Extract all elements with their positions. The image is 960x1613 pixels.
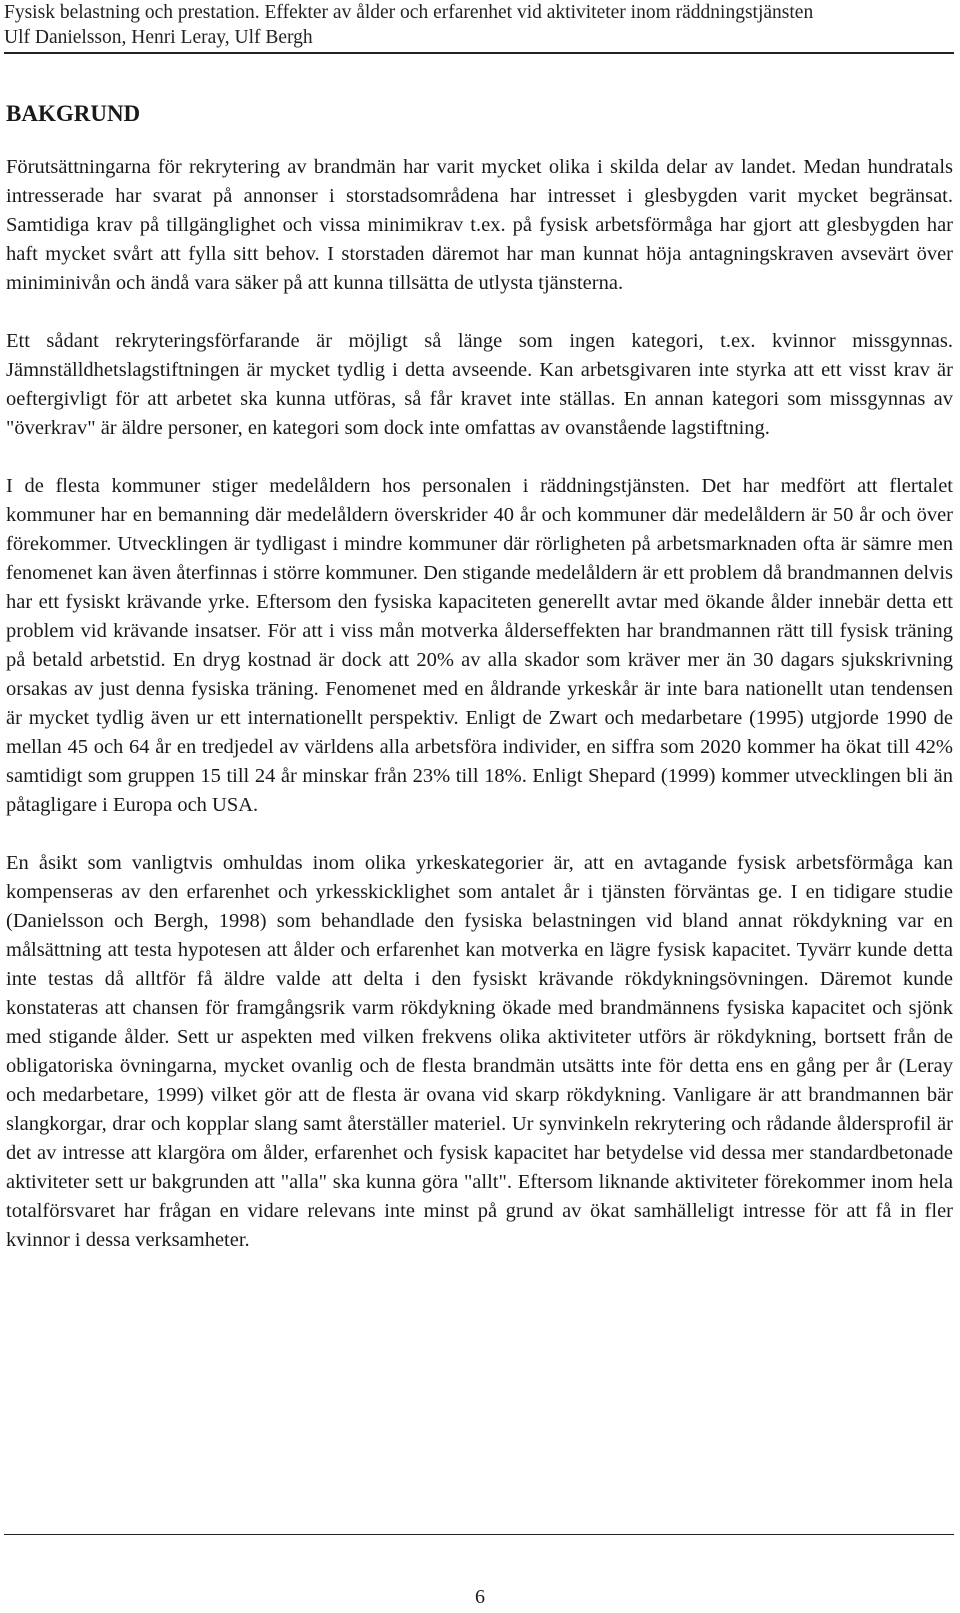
running-header xyxy=(4,0,954,54)
paragraph-recruitment: Förutsättningarna för rekrytering av brandmän har varit mycket olika i skilda delar av landet. Medan hundratals intresserade har svarat på annonser i storstadsområdena har intresset i glesbygden varit mycket begränsat. Samtidiga krav på tillgänglighet och vissa minimikrav t.ex. på fysisk arbetsförmåga har gjort att glesbygden har haft mycket svårt att fylla sitt behov. I storstaden däremot har man kunnat höja antagningskraven avsevärt över miniminivån och ändå vara säker på att kunna tillsätta de utlysta tjänsterna. xyxy=(6,156,953,294)
paragraph-age-trend: I de flesta kommuner stiger medelåldern hos personalen i räddningstjänsten. Det har medfört att flertalet kommuner har en bemanning där medelåldern överskrider 40 år och kommuner där medelåldern är 50 år och över förekommer. Utvecklingen är tydligast i mindre kommuner där rörligheten på arbetsmarknaden ofta är sämre men fenomenet kan även återfinnas i större kommuner. Den stigande medelåldern är ett problem då brandmannen delvis har ett fysiskt krävande yrke. Eftersom den fysiska kapaciteten generellt avtar med ökande ålder innebär detta ett problem vid krävande insatser. För att i viss mån motverka ålderseffekten har brandmannen rätt till fysisk träning på betald arbetstid. En dryg kostnad är dock att 20% av alla skador som kräver mer än 30 dagars sjukskrivning orsakas av just denna fysiska träning. Fenomenet med en åldrande yrkeskår är inte bara nationellt utan tendensen är mycket tydlig även ur ett internationellt perspektiv. Enligt de Zwart och medarbetare (1995) utgjorde 1990 de mellan 45 och 64 år en tredjedel av världens alla arbetsföra individer, en siffra som 2020 kommer ha ökat till 42% samtidigt som gruppen 15 till 24 år minskar från 23% till 18%. Enligt Shepard (1999) kommer utvecklingen bli än påtagligare i Europa och USA. xyxy=(6,475,953,816)
paragraph-experience: En åsikt som vanligtvis omhuldas inom olika yrkeskategorier är, att en avtagande fysisk arbetsförmåga kan kompenseras av den erfarenhet och yrkesskicklighet som antalet år i tjänsten förväntas ge. I en tidigare studie (Danielsson och Bergh, 1998) som behandlade den fysiska belastningen vid bland annat rökdykning var en målsättning att testa hypotesen att ålder och erfarenhet kan motverka en lägre fysisk kapacitet. Tyvärr kunde detta inte testas då alltför få äldre valde att delta i den fysiskt krävande rökdykningsövningen. Däremot kunde konstateras att chansen för framgångsrik varm rökdykning ökade med brandmännens fysiska kapacitet och sjönk med stigande ålder. Sett ur aspekten med vilken frekvens olika aktiviteter utförs är rökdykning, bortsett från de obligatoriska övningarna, mycket ovanlig och de flesta brandmän utsätts inte för detta ens en gång per år (Leray och medarbetare, 1999) vilket gör att de flesta är ovana vid skarp rökdykning. Vanligare är att brandmannen bär slangkorgar, drar och kopplar slang samt återställer materiel. Ur synvinkeln rekrytering och rådande åldersprofil är det av intresse att klargöra om ålder, erfarenhet och fysisk kapacitet har betydelse vid dessa mer standardbetonade aktiviteter sett ur bakgrunden att "alla" ska kunna göra "allt". Eftersom liknande aktiviteter förekommer inom hela totalförsvaret har frågan en vidare relevans inte minst på grund av ökat samhälleligt intresse för att få in fler kvinnor i dessa verksamheter. xyxy=(6,852,953,1251)
page-number: 6 xyxy=(475,1586,485,1608)
section-heading: BAKGRUND xyxy=(6,101,141,126)
document-title: Fysisk belastning och prestation. Effekter av ålder och erfarenhet vid aktiviteter inom räddningstjänsten xyxy=(4,2,814,23)
document-authors: Ulf Danielsson, Henri Leray, Ulf Bergh xyxy=(4,27,313,48)
body-text xyxy=(6,153,953,1284)
footer-divider xyxy=(4,1534,954,1535)
paragraph-discrimination: Ett sådant rekryteringsförfarande är möjligt så länge som ingen kategori, t.ex. kvinnor missgynnas. Jämnställdhetslagstiftningen är mycket tydlig i detta avseende. Kan arbetsgivaren inte styrka att ett visst krav är oeftergivligt för att arbetet ska kunna utföras, så får kravet inte ställas. En annan kategori som missgynnas av "överkrav" är äldre personer, en kategori som dock inte omfattas av ovanstående lagstiftning. xyxy=(6,330,953,439)
